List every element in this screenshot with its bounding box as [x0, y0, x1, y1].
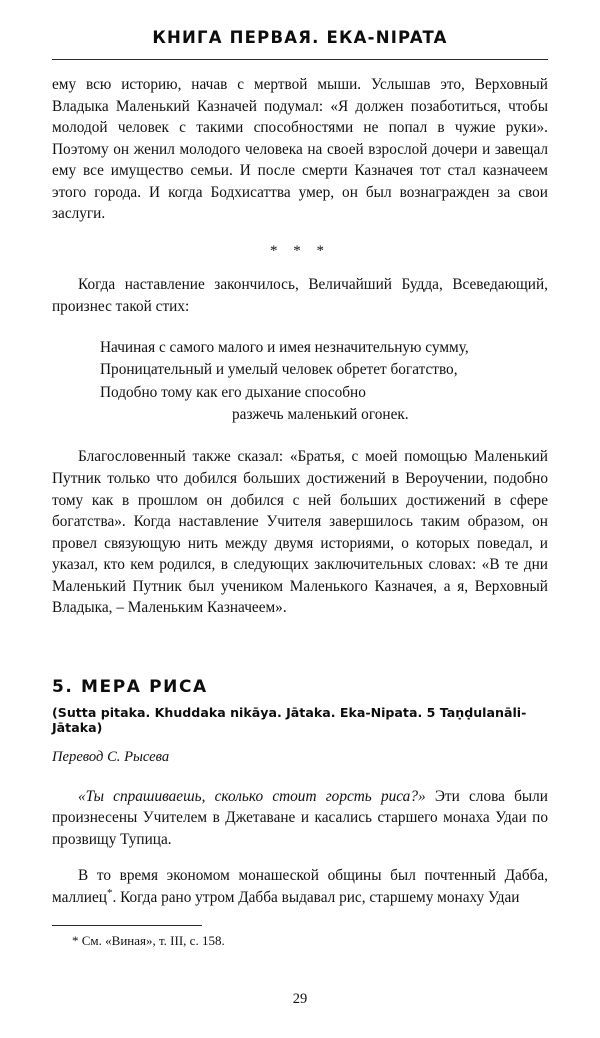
section-reference: (Sutta pitaka. Khuddaka nikāya. Jātaka. Eka-Nipata. 5 Taṇḍulanāli-Jātaka): [52, 704, 527, 735]
paragraph-lesson-end: Когда наставление закончилось, Величайший Будда, Всеведающий, произнес такой стих:: [52, 275, 548, 315]
verse-line-3: Подобно тому как его дыхание способно: [100, 383, 366, 401]
paragraph-dabba: [52, 865, 548, 909]
paragraph-dabba-part2: . Когда рано утром Дабба выдавал рис, старшему монаху Удаи: [112, 889, 520, 907]
verse-line-2: Проницательный и умелый человек обретет богатство,: [100, 361, 458, 379]
opening-rest: Эти слова были произнесены Учителем в Джетаване и касались старшего монаха Удаи по прозвищу Тупица.: [52, 787, 548, 848]
paragraph-spacer: [52, 851, 548, 865]
document-page: [0, 28, 600, 1038]
opening-quotation: «Ты спрашиваешь, сколько стоит горсть риса?»: [78, 787, 426, 805]
paragraph-blessed-one: Благословенный также сказал: «Братья, с моей помощью Маленький Путник только что добился больших достижений в Вероучении, подобно тому как в прошлом он добился с ней больших достижений в сфере богатства». Когда наставление Учителя завершилось таким образом, он провел связующую нить между двумя историями, о которых поведал, и указал, кто кем родился, в следующих заключительных словах: «В те дни Маленький Путник был учеником Маленького Казначея, а я, Верховный Владыка, – Маленьким Казначеем».: [52, 448, 548, 617]
section-break-asterisks: * * *: [270, 242, 330, 259]
paragraph-opening: [52, 786, 548, 851]
verse-line-1: Начиная с самого малого и имея незначительную сумму,: [100, 339, 469, 357]
page-number: 29: [292, 991, 308, 1007]
running-head: КНИГА ПЕРВАЯ. ЕКА-NIPATA: [152, 28, 448, 47]
verse-line-4: разжечь маленький огонек.: [232, 406, 409, 424]
section-spacer: [52, 619, 548, 677]
header-rule: [52, 59, 548, 60]
paragraph-dabba-part1: В то время экономом монашеской общины был почтенный Дабба, маллиец: [52, 866, 548, 907]
paragraph-continuation: ему всю историю, начав с мертвой мыши. Услышав это, Верховный Владыка Маленький Казначей подумал: «Я должен позаботиться, чтобы молодой человек с такими способностями не попал в чужие руки». Поэтому он женил молодого человека на своей взрослой дочери и завещал ему все имущество семьи. И после смерти Казначея тот стал казначеем этого города. И когда Бодхисаттва умер, он был вознагражден за свои заслуги.: [52, 76, 548, 223]
verse-block: [52, 337, 548, 426]
footnote-marker: *: [106, 887, 113, 900]
footnote-text: * См. «Виная», т. III, с. 158.: [72, 932, 225, 948]
translator-credit: Перевод С. Рысева: [52, 748, 170, 765]
footnote-rule: [52, 925, 202, 926]
section-title: 5. МЕРА РИСА: [52, 676, 208, 697]
